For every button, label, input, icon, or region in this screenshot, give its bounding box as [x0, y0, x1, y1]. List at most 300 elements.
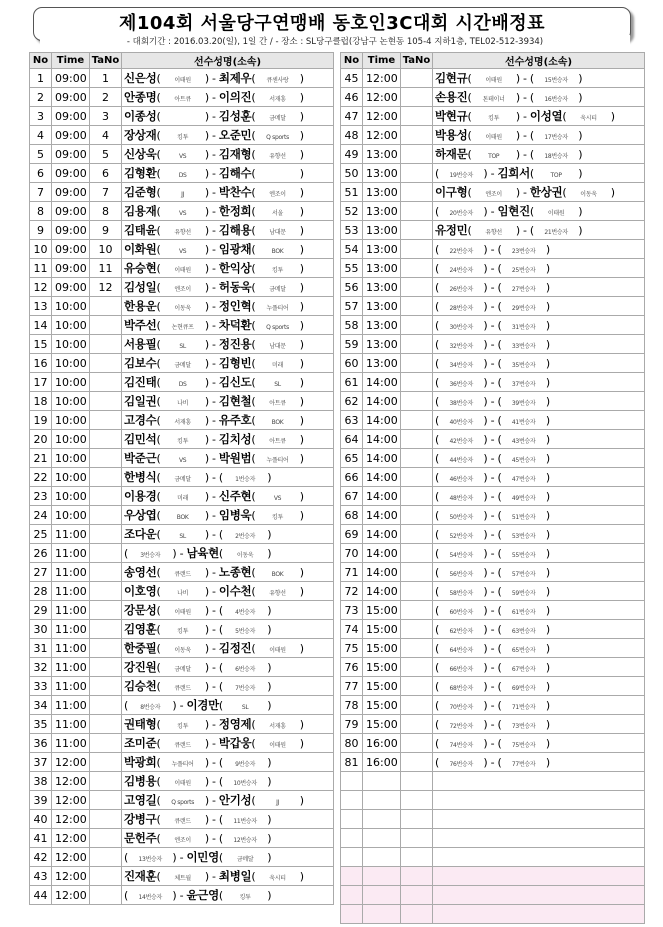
player2-name: 이민영: [186, 850, 219, 864]
match-no: 59: [341, 335, 363, 354]
table-no: [90, 544, 122, 563]
match-no: 57: [341, 297, 363, 316]
table-no: [401, 468, 433, 487]
match-no: 45: [341, 69, 363, 88]
match-no: 50: [341, 164, 363, 183]
match-time: 13:00: [363, 164, 401, 183]
player1-club: VS: [178, 153, 187, 160]
table-no: [401, 506, 433, 525]
table-row: [30, 601, 334, 620]
table-no: [401, 221, 433, 240]
match-time: 13:00: [363, 316, 401, 335]
player2-name: 김해수: [218, 166, 252, 180]
player1-club: 20번승자: [449, 210, 473, 217]
table-no: 12: [90, 278, 122, 297]
player1-club: 48번승자: [449, 495, 473, 502]
header-row: [341, 53, 645, 69]
match-no: 66: [341, 468, 363, 487]
table-no: [90, 658, 122, 677]
player2-club: TOP: [550, 172, 562, 179]
table-no: [401, 696, 433, 715]
match-time: 09:00: [52, 107, 90, 126]
table-no: [90, 734, 122, 753]
table-no: [90, 430, 122, 449]
match-no: 27: [30, 563, 52, 582]
match-players: ( 32번승자 ) - ( 33번승자 ): [433, 335, 645, 354]
match-no: 76: [341, 658, 363, 677]
player1-club: 이태원: [485, 134, 502, 141]
player1-name: 이호영: [124, 584, 157, 598]
player2-club: 남대문: [269, 343, 286, 350]
player2-club: 킹투: [272, 514, 284, 521]
table-no: [90, 696, 122, 715]
empty-row: [341, 772, 645, 791]
match-time: 11:00: [52, 544, 90, 563]
match-time: 12:00: [52, 867, 90, 886]
match-players: 한용운( 이동욱 ) - 정인혁( 누플티어 ): [122, 297, 334, 316]
table-row: [30, 658, 334, 677]
match-no: 23: [30, 487, 52, 506]
player2-club: 킹투: [239, 894, 251, 901]
match-players: ( 52번승자 ) - ( 53번승자 ): [433, 525, 645, 544]
player2-club: VS: [273, 495, 282, 502]
table-no: [401, 753, 433, 772]
match-no: 81: [341, 753, 363, 772]
match-no: 51: [341, 183, 363, 202]
match-time: 09:00: [52, 164, 90, 183]
match-no: 75: [341, 639, 363, 658]
player2-club: 이태원: [269, 742, 286, 749]
table-no: [90, 810, 122, 829]
table-row: [341, 88, 645, 107]
table-no: [401, 164, 433, 183]
table-row: [30, 373, 334, 392]
table-no: [401, 487, 433, 506]
match-no: 18: [30, 392, 52, 411]
table-row: [341, 240, 645, 259]
player2-name: 윤근영: [186, 888, 219, 902]
player2-club: 67번승자: [511, 666, 536, 673]
player1-name: 김형환: [124, 166, 157, 180]
player2-name: 이경만: [186, 698, 219, 712]
match-no: 10: [30, 240, 52, 259]
player1-name: 박준근: [124, 451, 157, 465]
player1-name: 한용운: [124, 299, 157, 313]
player2-club: 41번승자: [511, 419, 536, 426]
player2-club: 킹투: [272, 267, 284, 274]
table-row: [341, 392, 645, 411]
match-players: 신상욱( VS ) - 김재형( 유향선 ): [122, 145, 334, 164]
match-players: ( 38번승자 ) - ( 39번승자 ): [433, 392, 645, 411]
player2-name: 차덕환: [218, 318, 252, 332]
match-no: 22: [30, 468, 52, 487]
player1-club: 큐랜드: [174, 571, 191, 578]
table-row: [30, 715, 334, 734]
empty-cell: [433, 829, 645, 848]
table-row: [30, 278, 334, 297]
empty-cell: [433, 905, 645, 924]
empty-cell: [341, 848, 363, 867]
table-no: [90, 373, 122, 392]
player1-name: 강문성: [124, 603, 157, 617]
match-players: ( 70번승자 ) - ( 71번승자 ): [433, 696, 645, 715]
player1-club: 34번승자: [449, 362, 473, 369]
player1-club: DS: [178, 381, 187, 388]
empty-cell: [363, 772, 401, 791]
match-no: 24: [30, 506, 52, 525]
player2-club: 27번승자: [511, 286, 536, 293]
player1-name: 강진원: [124, 660, 157, 674]
player1-name: 이종성: [124, 109, 157, 123]
table-row: [341, 677, 645, 696]
empty-cell: [363, 810, 401, 829]
match-players: ( 36번승자 ) - ( 37번승자 ): [433, 373, 645, 392]
player1-club: 42번승자: [449, 438, 473, 445]
match-time: 11:00: [52, 563, 90, 582]
match-time: 14:00: [363, 468, 401, 487]
player1-name: 장상재: [124, 128, 157, 142]
player2-club: 금메달: [269, 115, 286, 122]
table-no: [90, 449, 122, 468]
match-no: 33: [30, 677, 52, 696]
player1-club: 킹투: [177, 628, 189, 635]
player2-name: 정인혁: [218, 299, 252, 313]
table-no: [401, 278, 433, 297]
table-row: [341, 715, 645, 734]
player1-club: 아트큐: [174, 96, 191, 103]
empty-cell: [341, 886, 363, 905]
match-no: 12: [30, 278, 52, 297]
match-time: 14:00: [363, 449, 401, 468]
table-no: [401, 411, 433, 430]
table-no: [401, 658, 433, 677]
player1-name: 권태형: [124, 717, 157, 731]
player1-club: 19번승자: [449, 172, 473, 179]
table-row: [30, 544, 334, 563]
empty-cell: [341, 810, 363, 829]
header-row: [30, 53, 334, 69]
player1-club: 46번승자: [449, 476, 473, 483]
player1-club: 70번승자: [449, 704, 473, 711]
player1-name: 조다운: [124, 527, 157, 541]
match-no: 43: [30, 867, 52, 886]
match-no: 26: [30, 544, 52, 563]
table-row: [341, 468, 645, 487]
player2-club: 55번승자: [511, 552, 536, 559]
match-no: 40: [30, 810, 52, 829]
match-players: ( 44번승자 ) - ( 45번승자 ): [433, 449, 645, 468]
player1-club: 62번승자: [449, 628, 473, 635]
match-no: 25: [30, 525, 52, 544]
player1-club: 24번승자: [449, 267, 473, 274]
match-time: 15:00: [363, 696, 401, 715]
table-row: [30, 772, 334, 791]
match-players: 안종명( 아트큐 ) - 이의진( 서재흥 ): [122, 88, 334, 107]
player1-club: 68번승자: [449, 685, 473, 692]
match-time: 10:00: [52, 392, 90, 411]
match-no: 78: [341, 696, 363, 715]
player1-club: SL: [179, 343, 186, 350]
match-no: 73: [341, 601, 363, 620]
table-no: 7: [90, 183, 122, 202]
table-no: [401, 126, 433, 145]
empty-cell: [341, 867, 363, 886]
player2-club: 1번승자: [235, 476, 256, 483]
player2-club: 누플티어: [266, 457, 289, 464]
match-time: 15:00: [363, 620, 401, 639]
player1-club: 54번승자: [449, 552, 473, 559]
table-row: [341, 696, 645, 715]
table-row: [30, 392, 334, 411]
player1-club: 누플티어: [171, 761, 194, 768]
player2-club: 18번승자: [544, 153, 568, 160]
table-no: [90, 772, 122, 791]
empty-cell: [433, 848, 645, 867]
match-time: 09:00: [52, 240, 90, 259]
match-no: 11: [30, 259, 52, 278]
player2-club: 11번승자: [233, 818, 257, 825]
player2-name: 이성열: [529, 109, 563, 123]
table-no: [401, 525, 433, 544]
match-players: ( 54번승자 ) - ( 55번승자 ): [433, 544, 645, 563]
match-players: 조미준( 큐랜드 ) - 박갑웅( 이태원 ): [122, 734, 334, 753]
player1-club: BOK: [176, 514, 189, 521]
match-players: 서용필( SL ) - 정진용( 남대문 ): [122, 335, 334, 354]
player2-club: 65번승자: [511, 647, 536, 654]
table-row: [341, 734, 645, 753]
empty-cell: [401, 848, 433, 867]
player1-club: 킹투: [177, 723, 189, 730]
player2-name: 박갑웅: [218, 736, 252, 750]
table-row: [30, 354, 334, 373]
match-time: 16:00: [363, 753, 401, 772]
table-no: [401, 601, 433, 620]
match-no: 32: [30, 658, 52, 677]
match-no: 7: [30, 183, 52, 202]
empty-cell: [401, 886, 433, 905]
player1-name: 박주선: [124, 318, 157, 332]
match-time: 12:00: [52, 829, 90, 848]
table-no: 8: [90, 202, 122, 221]
table-row: [30, 791, 334, 810]
player1-name: 김현규: [435, 71, 468, 85]
match-players: 박주선( 논현큐프 ) - 차덕환( Q sports ): [122, 316, 334, 335]
match-time: 10:00: [52, 373, 90, 392]
player2-club: 서재흥: [269, 96, 286, 103]
match-players: ( 72번승자 ) - ( 73번승자 ): [433, 715, 645, 734]
player1-name: 박현규: [435, 109, 468, 123]
match-players: ( 28번승자 ) - ( 29번승자 ): [433, 297, 645, 316]
table-row: [30, 183, 334, 202]
empty-row: [341, 905, 645, 924]
table-no: [401, 677, 433, 696]
player2-club: 75번승자: [511, 742, 536, 749]
player2-name: 신주현: [218, 489, 252, 503]
match-players: 박용성( 이태원 ) - ( 17번승자 ): [433, 126, 645, 145]
player2-club: 유향선: [269, 590, 286, 597]
table-row: [341, 658, 645, 677]
player1-name: 박광희: [124, 755, 157, 769]
match-players: ( 50번승자 ) - ( 51번승자 ): [433, 506, 645, 525]
empty-cell: [363, 848, 401, 867]
table-no: [401, 145, 433, 164]
match-players: 신은성( 이태원 ) - 최제우( 큐센사랑 ): [122, 69, 334, 88]
empty-cell: [401, 905, 433, 924]
match-time: 13:00: [363, 183, 401, 202]
page-title: 제104회 서울당구연맹배 동호인3C대회 시간배정표: [119, 13, 545, 34]
player1-name: 김승천: [124, 679, 157, 693]
empty-cell: [433, 791, 645, 810]
table-row: [30, 88, 334, 107]
match-players: ( 64번승자 ) - ( 65번승자 ): [433, 639, 645, 658]
table-no: [401, 202, 433, 221]
table-row: [30, 848, 334, 867]
player2-club: BOK: [271, 419, 284, 426]
match-no: 56: [341, 278, 363, 297]
match-no: 58: [341, 316, 363, 335]
player1-club: 44번승자: [449, 457, 473, 464]
match-time: 12:00: [52, 848, 90, 867]
table-row: [30, 126, 334, 145]
match-no: 15: [30, 335, 52, 354]
table-row: [30, 582, 334, 601]
player1-name: 진재훈: [124, 869, 157, 883]
match-time: 09:00: [52, 145, 90, 164]
table-no: 4: [90, 126, 122, 145]
match-no: 36: [30, 734, 52, 753]
match-time: 14:00: [363, 430, 401, 449]
player1-club: Q sports: [171, 799, 195, 806]
empty-cell: [363, 867, 401, 886]
table-row: [30, 411, 334, 430]
player2-name: 허동욱: [218, 280, 252, 294]
player2-club: 69번승자: [511, 685, 536, 692]
player1-club: 64번승자: [449, 647, 473, 654]
table-row: [30, 449, 334, 468]
match-no: 1: [30, 69, 52, 88]
match-no: 53: [341, 221, 363, 240]
player2-name: 안기성: [218, 793, 252, 807]
player2-club: 37번승자: [511, 381, 536, 388]
match-no: 54: [341, 240, 363, 259]
match-time: 10:00: [52, 487, 90, 506]
player1-club: 이태원: [485, 77, 502, 84]
player1-club: 56번승자: [449, 571, 473, 578]
match-players: ( 68번승자 ) - ( 69번승자 ): [433, 677, 645, 696]
match-players: ( 40번승자 ) - ( 41번승자 ): [433, 411, 645, 430]
match-time: 15:00: [363, 715, 401, 734]
match-time: 10:00: [52, 297, 90, 316]
match-no: 42: [30, 848, 52, 867]
player1-name: 강병구: [124, 812, 157, 826]
match-time: 13:00: [363, 240, 401, 259]
player1-club: 58번승자: [449, 590, 473, 597]
match-no: 6: [30, 164, 52, 183]
player2-name: 김정진: [218, 641, 252, 655]
player1-name: 김병용: [124, 774, 157, 788]
table-no: 3: [90, 107, 122, 126]
player1-club: DS: [178, 172, 187, 179]
match-players: 김영훈( 킹투 ) - ( 5번승자 ): [122, 620, 334, 639]
table-no: [90, 848, 122, 867]
match-players: 이종성( ) - 김성훈( 금메달 ): [122, 107, 334, 126]
match-time: 11:00: [52, 620, 90, 639]
empty-cell: [433, 772, 645, 791]
player2-name: 김해용: [218, 223, 252, 237]
empty-cell: [401, 810, 433, 829]
table-row: [30, 468, 334, 487]
player2-name: 임현진: [497, 204, 530, 218]
table-no: [90, 677, 122, 696]
table-no: [90, 829, 122, 848]
match-players: ( 34번승자 ) - ( 35번승자 ): [433, 354, 645, 373]
table-no: [401, 734, 433, 753]
match-players: 김형환( DS ) - 김해수( ): [122, 164, 334, 183]
match-players: 김현규( 이태원 ) - ( 15번승자 ): [433, 69, 645, 88]
match-time: 12:00: [52, 753, 90, 772]
player1-club: 3번승자: [140, 552, 161, 559]
player1-club: 이태원: [174, 267, 191, 274]
match-no: 35: [30, 715, 52, 734]
player2-club: 59번승자: [511, 590, 536, 597]
table-row: [341, 449, 645, 468]
table-no: 11: [90, 259, 122, 278]
match-time: 12:00: [363, 126, 401, 145]
player2-club: 63번승자: [511, 628, 536, 635]
table-row: [341, 430, 645, 449]
match-time: 13:00: [363, 278, 401, 297]
match-players: ( 20번승자 ) - 임현진( 이태원 ): [433, 202, 645, 221]
match-no: 46: [341, 88, 363, 107]
table-no: [401, 259, 433, 278]
player2-club: 이태원: [269, 647, 286, 654]
player2-name: 박찬수: [218, 185, 252, 199]
match-time: 15:00: [363, 677, 401, 696]
empty-cell: [363, 829, 401, 848]
table-row: [30, 677, 334, 696]
player2-club: 15번승자: [544, 77, 568, 84]
table-row: [341, 373, 645, 392]
match-players: ( 3번승자 ) - 남육현( 이동욱 ): [122, 544, 334, 563]
match-time: 12:00: [363, 69, 401, 88]
match-time: 11:00: [52, 525, 90, 544]
player2-club: 23번승자: [511, 248, 536, 255]
player1-club: 금메달: [174, 666, 191, 673]
table-no: [90, 715, 122, 734]
player1-club: 22번승자: [449, 248, 473, 255]
player1-club: 나비: [177, 590, 189, 597]
match-no: 38: [30, 772, 52, 791]
player1-club: 8번승자: [140, 704, 161, 711]
player2-club: 아트큐: [269, 400, 286, 407]
match-no: 80: [341, 734, 363, 753]
player2-club: 17번승자: [544, 134, 568, 141]
player2-name: 정진용: [218, 337, 252, 351]
empty-row: [341, 810, 645, 829]
player2-name: 최제우: [218, 71, 252, 85]
table-no: [401, 582, 433, 601]
player1-name: 김영훈: [124, 622, 157, 636]
empty-row: [341, 829, 645, 848]
match-time: 13:00: [363, 259, 401, 278]
match-players: ( 58번승자 ) - ( 59번승자 ): [433, 582, 645, 601]
match-time: 10:00: [52, 468, 90, 487]
table-row: [30, 145, 334, 164]
player2-club: 53번승자: [511, 533, 536, 540]
match-time: 09:00: [52, 202, 90, 221]
table-row: [341, 582, 645, 601]
match-players: 강병구( 큐랜드 ) - ( 11번승자 ): [122, 810, 334, 829]
